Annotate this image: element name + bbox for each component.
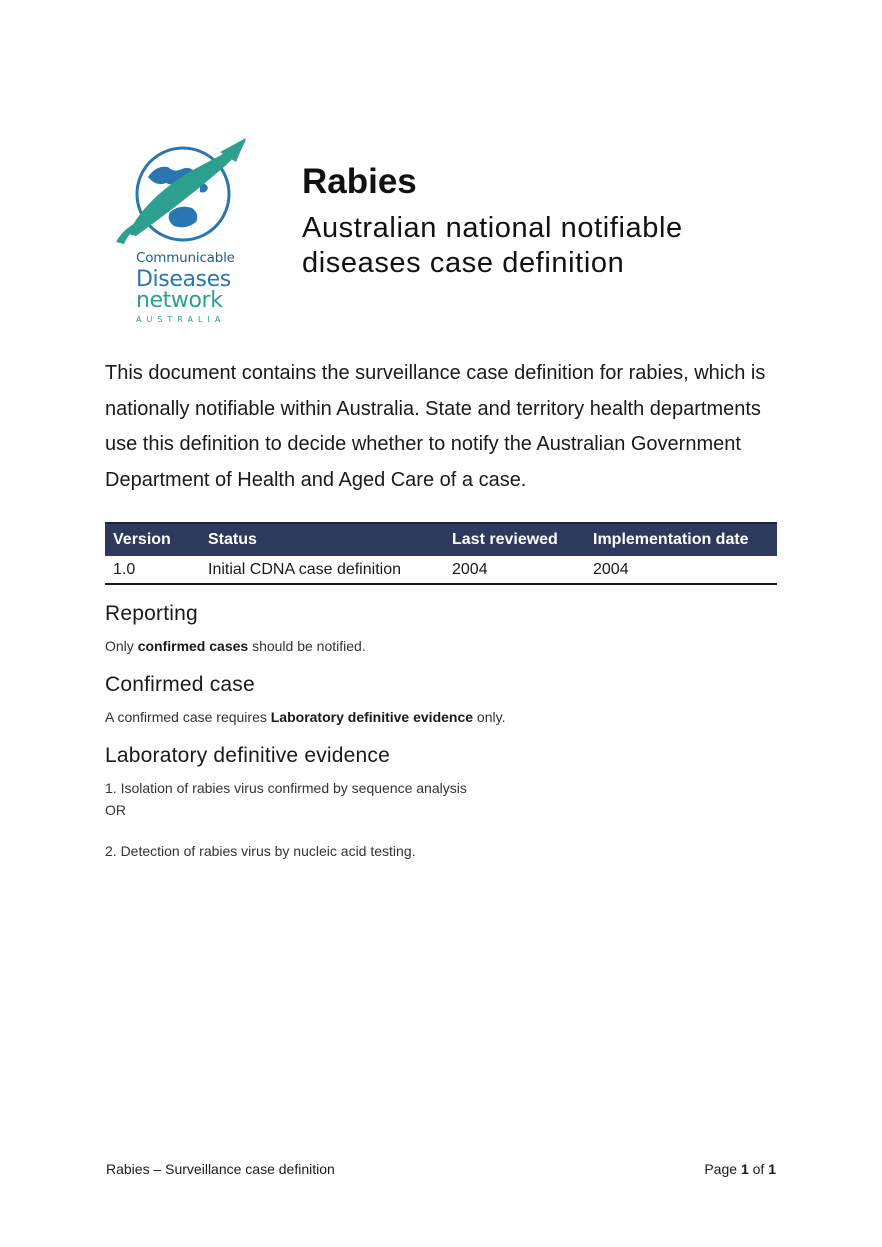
lab-evidence-heading: Laboratory definitive evidence	[105, 744, 391, 767]
logo-line-communicable: Communicable	[136, 250, 235, 266]
confirmed-case-heading: Confirmed case	[105, 673, 255, 696]
page-mid: of	[748, 1161, 769, 1177]
version-table-header	[105, 523, 777, 556]
intro-paragraph: This document contains the surveillance case definition for rabies, which is nationally notifiable within Australia. State and territory health departments use this definition to decide whether to notify the Australian Government Department of Health and Aged Care of a case.	[105, 362, 766, 491]
page-title: Rabies	[302, 162, 417, 201]
confirmed-text-pre: A confirmed case requires	[105, 709, 271, 725]
reporting-text	[105, 638, 366, 654]
page-current: 1	[740, 1161, 749, 1177]
cell-status: Initial CDNA case definition	[200, 556, 444, 584]
page-prefix: Page	[704, 1161, 741, 1177]
logo-line-australia: AUSTRALIA	[136, 315, 226, 324]
lab-evidence-item-2: 2. Detection of rabies virus by nucleic acid testing.	[105, 843, 416, 859]
reporting-text-pre: Only	[105, 638, 138, 654]
subtitle-line-2: diseases case definition	[302, 247, 625, 279]
table-row	[105, 556, 777, 584]
reporting-text-post: should be notified.	[248, 638, 366, 654]
cell-version: 1.0	[105, 556, 200, 584]
col-header-implementation-date: Implementation date	[585, 523, 777, 556]
logo-line-diseases: Diseases	[136, 267, 231, 292]
confirmed-text-post: only.	[473, 709, 506, 725]
page-subtitle	[302, 211, 782, 281]
cell-last-reviewed: 2004	[444, 556, 585, 584]
col-header-status: Status	[200, 523, 444, 556]
lab-evidence-item-1: 1. Isolation of rabies virus confirmed by sequence analysis	[105, 780, 467, 796]
cdna-logo	[108, 132, 258, 328]
footer-page-number	[704, 1161, 776, 1177]
cell-implementation-date: 2004	[585, 556, 777, 584]
subtitle-line-1: Australian national notifiable	[302, 212, 683, 244]
confirmed-case-text	[105, 709, 505, 725]
globe-icon	[108, 132, 258, 252]
page-total: 1	[768, 1161, 776, 1177]
footer-document-title: Rabies – Surveillance case definition	[106, 1161, 335, 1177]
reporting-heading: Reporting	[105, 602, 198, 625]
col-header-last-reviewed: Last reviewed	[444, 523, 585, 556]
col-header-version: Version	[105, 523, 200, 556]
version-table	[105, 522, 777, 585]
confirmed-text-bold: Laboratory definitive evidence	[270, 709, 474, 725]
lab-evidence-or: OR	[105, 802, 126, 818]
logo-line-network: network	[136, 288, 223, 313]
reporting-text-bold: confirmed cases	[137, 638, 249, 654]
